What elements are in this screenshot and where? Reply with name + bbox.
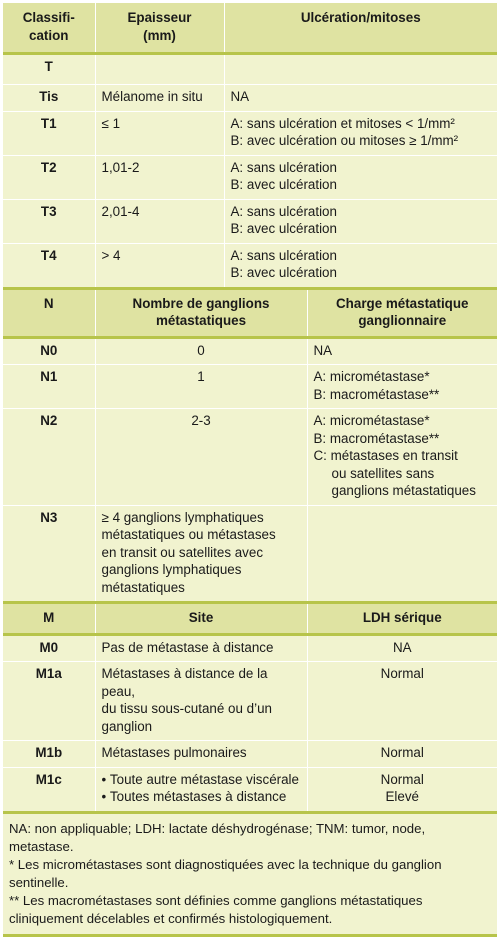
t-ulceration: [224, 155, 497, 199]
n-count: [95, 337, 307, 365]
n-count: [95, 409, 307, 506]
header-ulceration: Ulcération/mitoses: [224, 3, 497, 54]
t-thickness: [95, 85, 224, 112]
t-thickness-line: > 4: [101, 247, 121, 263]
n-label: [3, 409, 95, 506]
m-site: [95, 767, 307, 811]
t-ulceration-line: A: sans ulcération: [230, 247, 337, 263]
table-row: [3, 741, 497, 768]
n-count-line: métastatiques: [101, 579, 185, 595]
n-count-line: 2-3: [191, 413, 211, 428]
t-label-line: T1: [40, 115, 57, 131]
n-label: [3, 365, 95, 409]
t-thickness: [95, 155, 224, 199]
table-row: [3, 365, 497, 409]
m-site-line: Métastases pulmonaires: [101, 745, 247, 760]
t-thickness: [95, 199, 224, 243]
t-header-row: [3, 3, 497, 54]
header-m: M: [3, 603, 95, 635]
footnote-abbreviations: NA: non appliquable; LDH: lactate déshydrogénase; TNM: tumor, node, metastase.: [9, 820, 426, 854]
footnote-micrometastases: * Les micrométastases sont diagnostiquées avec la technique du ganglion sentinelle.: [9, 856, 442, 890]
t-ulceration-line: B: avec ulcération: [230, 177, 337, 192]
t-ulceration-line: B: avec ulcération: [230, 221, 337, 236]
n-count: [95, 365, 307, 409]
m-label: [3, 634, 95, 662]
t-label-line: Tis: [39, 89, 59, 104]
m-label: [3, 741, 95, 768]
table-row: [3, 199, 497, 243]
table-row: [3, 155, 497, 199]
t-label-line: T2: [40, 159, 57, 175]
n-count-line: 1: [197, 369, 205, 384]
t-label: [3, 85, 95, 112]
header-site: Site: [95, 603, 307, 635]
m-site: [95, 634, 307, 662]
m-ldh-line: Elevé: [385, 789, 419, 804]
m-site-line: • Toutes métastases à distance: [102, 788, 301, 806]
m-label-line: M1c: [35, 771, 62, 787]
m-site-line: Pas de métastase à distance: [101, 639, 274, 655]
t-ulceration: [224, 85, 497, 112]
n-label-line: N1: [40, 369, 58, 384]
header-classification: Classifi- cation: [3, 3, 95, 54]
n-count-line: ≥ 4 ganglions lymphatiques: [101, 509, 264, 525]
n-count: [95, 505, 307, 603]
m-site-line: • Toute autre métastase viscérale: [102, 771, 301, 789]
footnotes: [3, 811, 497, 937]
m-label: [3, 662, 95, 741]
table-row: [3, 54, 497, 85]
t-ulceration-line: A: sans ulcération: [230, 159, 337, 175]
n-charge-line: C: métastases en transit: [313, 448, 458, 463]
t-ulceration: [224, 199, 497, 243]
t-ulceration-line: A: sans ulcération et mitoses < 1/mm²: [230, 115, 455, 131]
m-label-line: M0: [39, 639, 59, 655]
n-charge-line: ou satellites sans: [331, 465, 435, 481]
t-thickness-line: 1,01-2: [101, 159, 140, 175]
n-charge: [307, 505, 497, 603]
n-charge: [307, 409, 497, 506]
t-label: [3, 111, 95, 155]
t-thickness-line: 2,01-4: [101, 203, 140, 219]
m-site-line: Métastases à distance de la peau,: [101, 666, 268, 699]
m-ldh-line: NA: [392, 639, 412, 655]
t-ulceration-line: NA: [230, 89, 250, 104]
n-charge-line: NA: [313, 342, 333, 358]
n-charge-line: B: macrométastase**: [313, 430, 440, 446]
n-charge: [307, 365, 497, 409]
table-row: [3, 634, 497, 662]
table-row: [3, 243, 497, 288]
n-count-line: en transit ou satellites avec: [101, 544, 264, 560]
header-charge-metastatique: Charge métastatique ganglionnaire: [307, 288, 497, 337]
table-row: [3, 767, 497, 811]
header-ldh: LDH sérique: [307, 603, 497, 635]
n-label-line: N2: [40, 413, 58, 428]
t-label-line: T3: [40, 203, 57, 219]
m-label: [3, 767, 95, 811]
t-ulceration-line: A: sans ulcération: [230, 203, 337, 219]
n-count-line: métastatiques ou métastases: [101, 527, 276, 542]
m-site: [95, 741, 307, 768]
t-thickness-line: ≤ 1: [101, 115, 121, 131]
t-label: [3, 155, 95, 199]
m-site-line: du tissu sous-cutané ou d’un ganglion: [101, 701, 272, 734]
m-ldh: [307, 741, 497, 768]
m-label-line: M1b: [35, 745, 63, 760]
footnote-macrometastases: ** Les macrométastases sont définies comme ganglions métastatiques cliniquement décelables et confirmés histologiquement.: [9, 892, 423, 926]
t-ulceration-line: B: avec ulcération ou mitoses ≥ 1/mm²: [230, 133, 459, 148]
n-charge-line: A: micrométastase*: [313, 413, 430, 428]
t-thickness: [95, 243, 224, 288]
table-row: [3, 111, 497, 155]
tnm-classification-document: [3, 3, 497, 937]
m-site: [95, 662, 307, 741]
tnm-table: [3, 3, 497, 811]
table-row: [3, 662, 497, 741]
m-ldh-line: Normal: [380, 745, 424, 760]
table-row: [3, 85, 497, 112]
n-label-line: N3: [40, 509, 58, 525]
m-ldh-line: Normal: [380, 771, 424, 787]
n-charge-line: A: micrométastase*: [313, 369, 430, 384]
t-thickness: [95, 54, 224, 85]
n-count-line: 0: [197, 342, 205, 358]
header-n: N: [3, 288, 95, 337]
n-charge-line: ganglions métastatiques: [331, 483, 476, 498]
n-label: [3, 505, 95, 603]
t-ulceration: [224, 111, 497, 155]
t-label: [3, 199, 95, 243]
n-label: [3, 337, 95, 365]
n-charge-line: B: macrométastase**: [313, 386, 440, 402]
t-label-line: T4: [40, 247, 57, 263]
n-charge: [307, 337, 497, 365]
m-header-row: [3, 603, 497, 635]
n-header-row: [3, 288, 497, 337]
table-row: [3, 505, 497, 603]
t-ulceration: [224, 243, 497, 288]
t-label: [3, 243, 95, 288]
t-thickness-line: Mélanome in situ: [101, 89, 203, 104]
t-thickness: [95, 111, 224, 155]
header-nombre-ganglions: Nombre de ganglions métastatiques: [95, 288, 307, 337]
t-label: [3, 54, 95, 85]
m-ldh-line: Normal: [380, 666, 424, 681]
t-ulceration: [224, 54, 497, 85]
table-row: [3, 409, 497, 506]
m-ldh: [307, 634, 497, 662]
m-label-line: M1a: [35, 666, 62, 681]
table-row: [3, 337, 497, 365]
m-ldh: [307, 767, 497, 811]
t-ulceration-line: B: avec ulcération: [230, 265, 337, 280]
header-epaisseur: Epaisseur (mm): [95, 3, 224, 54]
t-label-line: T: [44, 59, 53, 74]
m-ldh: [307, 662, 497, 741]
n-count-line: ganglions lymphatiques: [101, 562, 242, 577]
n-label-line: N0: [40, 342, 58, 358]
